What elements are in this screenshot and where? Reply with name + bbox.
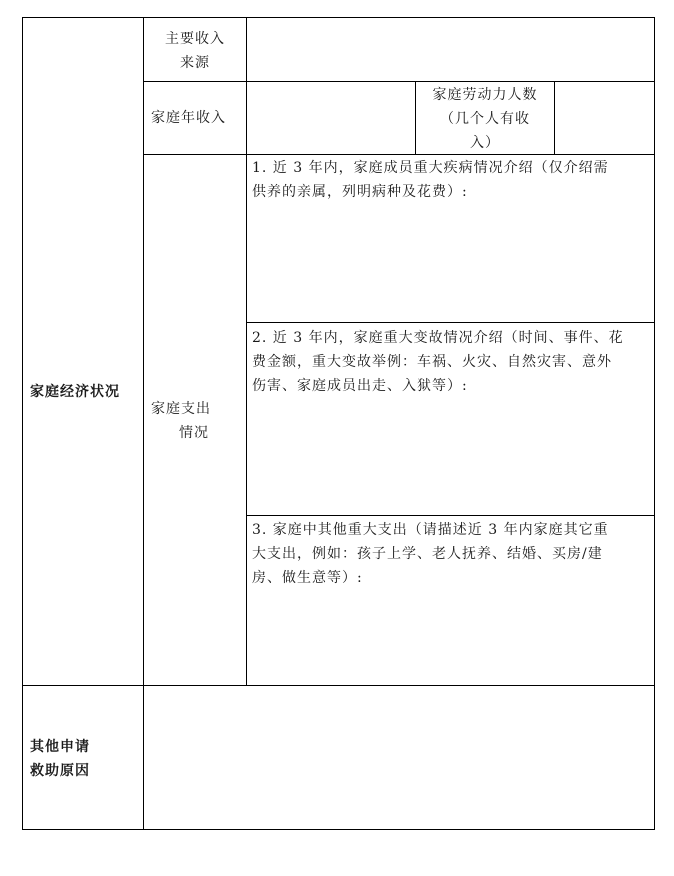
- annual-income-field[interactable]: [247, 82, 415, 154]
- expense-item-other-spending[interactable]: 3. 家庭中其他重大支出（请描述近 3 年内家庭其它重 大支出，例如：孩子上学、老人抚养、结婚、买房/建 房、做生意等）:: [252, 522, 609, 586]
- section-label-economic: 家庭经济状况: [30, 384, 120, 400]
- other-reasons-field[interactable]: [144, 686, 654, 829]
- row-divider-expense-2: [246, 515, 655, 516]
- border-right: [654, 17, 655, 830]
- section-label-other-reasons: 其他申请 救助原因: [30, 739, 90, 779]
- row-divider-annual-income: [143, 154, 655, 155]
- expense-item-major-change[interactable]: 2. 近 3 年内，家庭重大变故情况介绍（时间、事件、花 费金额，重大变故举例：车祸、火灾、自然灾害、意外 伤害、家庭成员出走、入狱等）:: [252, 330, 624, 394]
- income-source-label: 主要收入 来源: [165, 31, 225, 71]
- annual-income-label: 家庭年收入: [151, 110, 226, 126]
- labor-force-field[interactable]: [555, 82, 654, 154]
- labor-force-label: 家庭劳动力人数 （几个人有收 入）: [432, 87, 538, 151]
- border-bottom: [22, 829, 655, 830]
- row-divider-expense-1: [246, 322, 655, 323]
- income-source-field[interactable]: [247, 18, 654, 81]
- border-left: [22, 17, 23, 830]
- expense-item-illness[interactable]: 1. 近 3 年内，家庭成员重大疾病情况介绍（仅介绍需 供养的亲属，列明病种及花费）:: [252, 160, 609, 200]
- expenses-label: 家庭支出 情况: [151, 401, 211, 441]
